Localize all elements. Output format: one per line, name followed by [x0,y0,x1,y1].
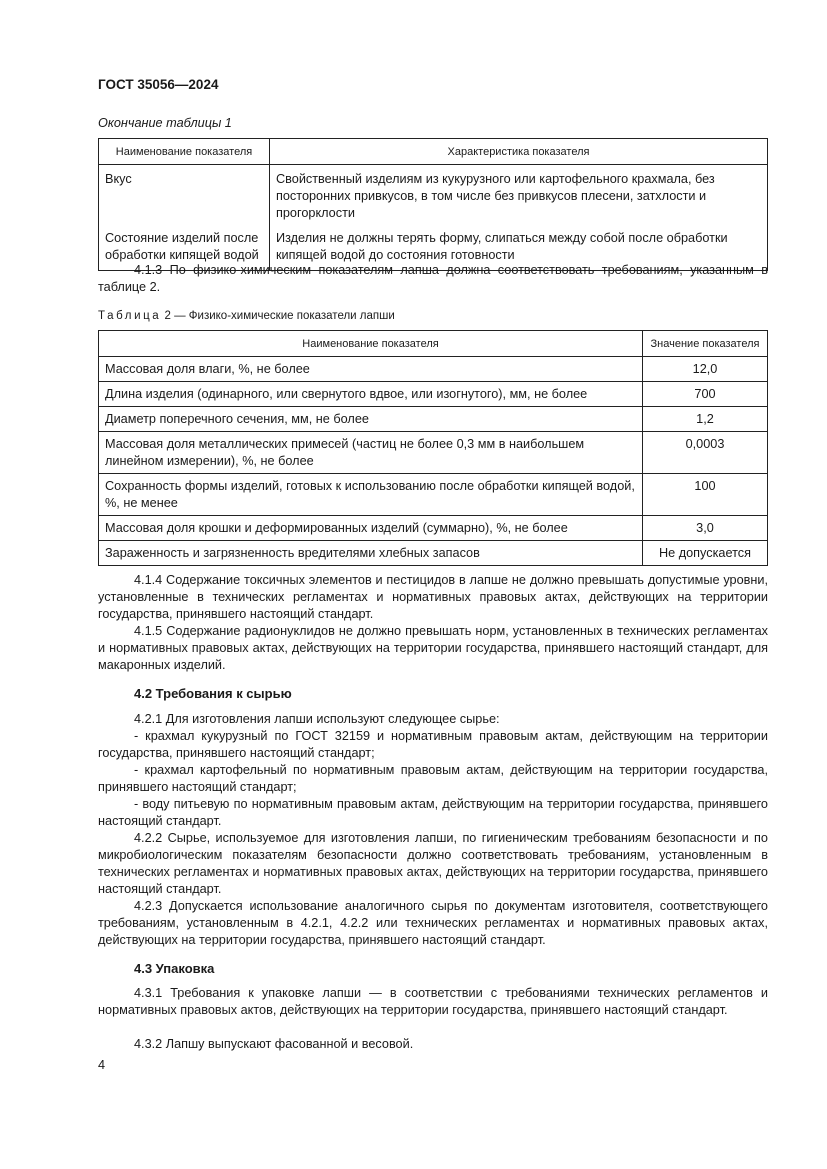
table-cell-value: 1,2 [643,407,768,432]
table-cell-value: 0,0003 [643,432,768,474]
paragraph-4-2-2: 4.2.2 Сырье, используемое для изготовления лапши, по гигиеническим требованиям безопасности и по микробиологическим показателям безопасности должно соответствовать требованиям, установленным в технических регламентах и нормативных правовых актах, действующих на территории государства, принявшего настоящий стандарт. [98,831,768,896]
paragraph-4-1-3: 4.1.3 По физико-химическим показателям лапша должна соответствовать требованиям, указанным в таблице 2. [98,263,768,294]
list-item: - крахмал кукурузный по ГОСТ 32159 и нормативным правовым актам, действующим на территории государства, принявшего настоящий стандарт; [98,729,768,760]
table1-header-name: Наименование показателя [99,139,270,165]
table-cell-name: Массовая доля крошки и деформированных изделий (суммарно), %, не более [99,516,643,541]
table-cell-name: Зараженность и загрязненность вредителями хлебных запасов [99,541,643,566]
table-cell-name: Массовая доля металлических примесей (частиц не более 0,3 мм в наибольшем линейном измерении), %, не более [99,432,643,474]
table2-caption-text: 2 — Физико-химические показатели лапши [164,310,395,322]
table-cell-value: 12,0 [643,357,768,382]
table1-caption: Окончание таблицы 1 [98,116,232,130]
table-cell-value: 700 [643,382,768,407]
table-cell-name: Массовая доля влаги, %, не более [99,357,643,382]
table2-header-name: Наименование показателя [99,331,643,357]
table-row [99,407,768,432]
paragraph-4-1-5: 4.1.5 Содержание радионуклидов не должно превышать норм, установленных в технических регламентах и нормативных правовых актах, действующих на территории государства, принявшего настоящий стандарт, для макаронных изделий. [98,624,768,672]
table-row [99,432,768,474]
table-row [99,357,768,382]
table-cell-name: Состояние изделий после обработки кипящей водой [99,228,270,271]
table1-header-value: Характеристика показателя [270,139,768,165]
table-row [99,165,768,229]
section-heading-4-2: 4.2 Требования к сырью [134,686,292,701]
section-heading-4-3: 4.3 Упаковка [134,961,215,976]
doc-header: ГОСТ 35056—2024 [98,77,219,92]
table-cell-value: Не допускается [643,541,768,566]
paragraph-4-2-3: 4.2.3 Допускается использование аналогичного сырья по документам изготовителя, соответствующего требованиям, установленным в 4.2.1, 4.2.2 или технических регламентах и нормативных правовых актах, действующих на территории государства, принявшего настоящий стандарт. [98,899,768,947]
table-cell-name: Диаметр поперечного сечения, мм, не более [99,407,643,432]
paragraph-4-1-4: 4.1.4 Содержание токсичных элементов и пестицидов в лапше не должно превышать допустимые уровни, установленные в технических регламентах и нормативных правовых актах, действующих на территории государства, принявшего настоящий стандарт. [98,573,768,621]
table-cell-name: Вкус [99,165,270,229]
page-number: 4 [98,1058,106,1072]
table-row [99,474,768,516]
table-row [99,516,768,541]
table-header-row [99,331,768,357]
table-cell-name: Сохранность формы изделий, готовых к использованию после обработки кипящей водой, %, не менее [99,474,643,516]
paragraph-4-3-1: 4.3.1 Требования к упаковке лапши — в соответствии с требованиями технических регламентов и нормативных правовых актов, действующих на территории государства, принявшего настоящий стандарт. [98,986,768,1017]
table-2 [98,330,768,566]
table-row [99,382,768,407]
table-1 [98,138,768,271]
list-item: - крахмал картофельный по нормативным правовым актам, действующим на территории государства, принявшего настоящий стандарт; [98,763,768,794]
table-cell-value: Изделия не должны терять форму, слипаться между собой после обработки кипящей водой до состояния готовности [270,228,768,271]
table2-header-value: Значение показателя [643,331,768,357]
list-item: - воду питьевую по нормативным правовым актам, действующим на территории государства, принявшего настоящий стандарт. [98,797,768,828]
paragraph-4-3-2: 4.3.2 Лапшу выпускают фасованной и весовой. [134,1037,414,1051]
table-cell-value: 100 [643,474,768,516]
table-row [99,541,768,566]
table-header-row [99,139,768,165]
table2-caption-label: Таблица [98,310,162,322]
table2-caption [98,308,395,325]
table-cell-value: Свойственный изделиям из кукурузного или картофельного крахмала, без посторонних привкусов, в том числе без привкусов плесени, затхлости и прогорклости [270,165,768,229]
table-cell-name: Длина изделия (одинарного, или свернутого вдвое, или изогнутого), мм, не более [99,382,643,407]
table-cell-value: 3,0 [643,516,768,541]
paragraph-4-2-1: 4.2.1 Для изготовления лапши используют следующее сырье: [134,712,500,726]
